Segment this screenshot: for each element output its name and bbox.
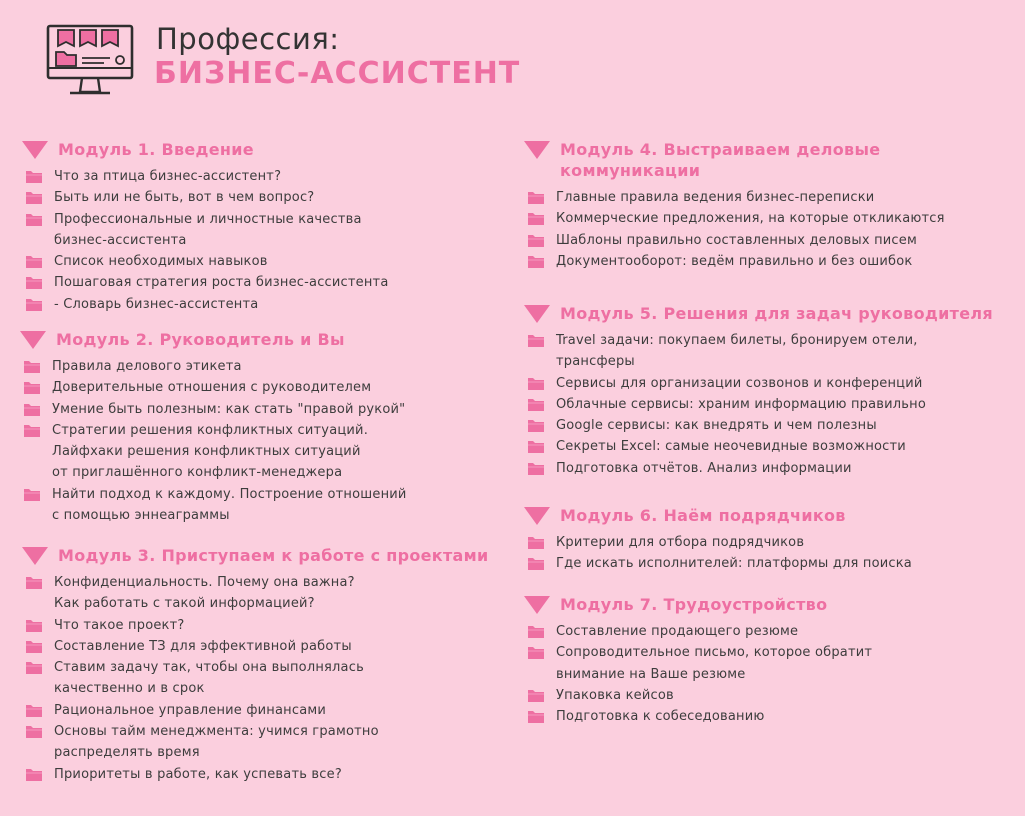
module-title-text: Модуль 5. Решения для задач руководителя — [560, 304, 993, 323]
module-item — [22, 636, 522, 657]
module-item-text: Документооборот: ведём правильно и без ошибок — [556, 253, 913, 269]
module-item-text: Как работать с такой информацией? — [54, 596, 315, 612]
folder-icon — [527, 689, 545, 703]
module-item — [524, 458, 1019, 479]
module-section — [22, 139, 502, 315]
module-section — [22, 545, 522, 785]
module-item — [22, 251, 502, 272]
folder-icon — [23, 403, 41, 417]
module-item — [22, 294, 502, 315]
module-item-text: качественно и в срок — [54, 681, 205, 697]
module-section — [20, 329, 500, 526]
module-item-text: Главные правила ведения бизнес-переписки — [556, 190, 875, 205]
folder-icon — [23, 360, 41, 374]
folder-icon — [527, 646, 545, 660]
monitor-with-folders-icon — [44, 22, 136, 102]
header-title-line2: БИЗНЕС-АССИСТЕНТ — [154, 56, 521, 91]
module-item-text: с помощью эннеаграммы — [52, 508, 230, 524]
module-items — [524, 330, 1019, 479]
folder-icon — [25, 170, 43, 184]
folder-icon — [25, 576, 43, 590]
folder-icon — [527, 419, 545, 433]
module-item — [524, 436, 1019, 457]
module-item — [524, 394, 1019, 415]
module-item-text: - Словарь бизнес-ассистента — [54, 296, 259, 312]
triangle-down-icon — [524, 141, 550, 159]
module-item-text: Быть или не быть, вот в чем вопрос? — [54, 190, 315, 206]
folder-icon — [527, 377, 545, 391]
triangle-down-icon — [22, 141, 48, 159]
header-title-line1: Профессия: — [156, 22, 340, 56]
module-item — [524, 685, 1019, 706]
module-item-text: Составление ТЗ для эффективной работы — [54, 638, 352, 654]
folder-icon — [25, 725, 43, 739]
module-item-text: Рациональное управление финансами — [54, 702, 327, 718]
module-item — [22, 272, 502, 293]
module-title — [20, 329, 500, 350]
folder-icon — [25, 768, 43, 782]
module-item-text: Умение быть полезным: как стать "правой рукой" — [52, 401, 406, 417]
module-section — [524, 505, 1019, 575]
module-title-text: коммуникации — [560, 161, 701, 180]
module-item — [524, 706, 1019, 727]
module-section — [524, 303, 1019, 479]
module-item-text: Что такое проект? — [54, 617, 185, 633]
module-items — [20, 356, 500, 526]
module-item — [524, 532, 1019, 553]
triangle-down-icon — [524, 507, 550, 525]
module-item — [524, 208, 1019, 229]
module-item-text: Конфиденциальность. Почему она важна? — [54, 575, 355, 590]
module-item — [22, 764, 522, 785]
module-item — [20, 484, 500, 527]
module-item-text: Облачные сервисы: храним информацию правильно — [556, 396, 926, 412]
module-item-text: Упаковка кейсов — [556, 687, 674, 703]
folder-icon — [527, 710, 545, 724]
module-item-text: Стратегии решения конфликтных ситуаций. — [52, 422, 369, 438]
module-item — [20, 377, 500, 398]
module-item-text: Лайфхаки решения конфликтных ситуаций — [52, 444, 361, 460]
folder-icon — [527, 625, 545, 639]
folder-icon — [25, 276, 43, 290]
folder-icon — [527, 462, 545, 476]
module-item-text: Пошаговая стратегия роста бизнес-ассистента — [54, 275, 389, 291]
module-title — [524, 303, 1019, 324]
module-item-text: от приглашённого конфликт-менеджера — [52, 465, 343, 481]
module-item — [22, 721, 522, 764]
module-title — [524, 139, 1019, 181]
module-title-text: Модуль 2. Руководитель и Вы — [56, 330, 345, 349]
folder-icon — [25, 661, 43, 675]
module-item-text: бизнес-ассистента — [54, 232, 187, 248]
module-item-text: Список необходимых навыков — [54, 254, 268, 270]
module-item-text: Google сервисы: как внедрять и чем полезны — [556, 418, 877, 434]
module-item — [524, 187, 1019, 208]
module-item-text: Правила делового этикета — [52, 359, 242, 374]
module-title — [22, 139, 502, 160]
module-items — [22, 166, 502, 315]
module-item — [524, 621, 1019, 642]
module-title-text: Модуль 7. Трудоустройство — [560, 595, 828, 614]
module-item-text: Шаблоны правильно составленных деловых писем — [556, 232, 917, 248]
module-item-text: Что за птица бизнес-ассистент? — [54, 169, 282, 184]
module-title — [524, 505, 1019, 526]
module-item-text: распределять время — [54, 745, 200, 761]
module-item — [524, 251, 1019, 272]
module-item-text: Секреты Excel: самые неочевидные возможности — [556, 439, 906, 455]
module-item — [524, 553, 1019, 574]
module-item-text: Ставим задачу так, чтобы она выполнялась — [54, 660, 364, 676]
folder-icon — [25, 640, 43, 654]
module-items — [524, 187, 1019, 272]
module-item-text: Составление продающего резюме — [556, 624, 799, 639]
module-item-text: Travel задачи: покупаем билеты, бронируем отели, — [556, 333, 918, 348]
folder-icon — [527, 398, 545, 412]
module-item — [524, 330, 1019, 373]
folder-icon — [527, 334, 545, 348]
module-item-text: Подготовка к собеседованию — [556, 709, 765, 725]
triangle-down-icon — [22, 547, 48, 565]
module-item — [22, 657, 522, 700]
folder-icon — [25, 213, 43, 227]
triangle-down-icon — [524, 596, 550, 614]
module-item — [20, 356, 500, 377]
triangle-down-icon — [20, 331, 46, 349]
module-item-text: Профессиональные и личностные качества — [54, 211, 362, 227]
module-item-text: Подготовка отчётов. Анализ информации — [556, 460, 852, 476]
page-header — [44, 18, 644, 108]
module-item — [22, 572, 522, 615]
module-title-text: Модуль 1. Введение — [58, 140, 254, 159]
folder-icon — [527, 255, 545, 269]
folder-icon — [527, 440, 545, 454]
module-item-text: внимание на Ваше резюме — [556, 666, 746, 682]
module-item — [20, 420, 500, 484]
module-items — [524, 532, 1019, 575]
module-title-text: Модуль 4. Выстраиваем деловые — [560, 140, 881, 159]
module-item — [524, 230, 1019, 251]
folder-icon — [25, 704, 43, 718]
module-section — [524, 594, 1019, 727]
module-item — [524, 415, 1019, 436]
module-item — [524, 642, 1019, 685]
module-item — [524, 373, 1019, 394]
module-item-text: трансферы — [556, 354, 635, 370]
module-section — [524, 139, 1019, 272]
module-item-text: Где искать исполнителей: платформы для поиска — [556, 556, 912, 572]
module-item-text: Основы тайм менеджмента: учимся грамотно — [54, 724, 379, 740]
module-items — [22, 572, 522, 785]
module-items — [524, 621, 1019, 727]
folder-icon — [527, 234, 545, 248]
module-item-text: Критерии для отбора подрядчиков — [556, 535, 805, 550]
folder-icon — [25, 298, 43, 312]
module-item-text: Найти подход к каждому. Построение отношений — [52, 486, 407, 502]
folder-icon — [527, 557, 545, 571]
module-item — [22, 700, 522, 721]
module-item-text: Сервисы для организации созвонов и конференций — [556, 375, 923, 391]
folder-icon — [25, 619, 43, 633]
module-title-text: Модуль 3. Приступаем к работе с проектами — [58, 546, 489, 565]
module-item — [22, 166, 502, 187]
module-item-text: Коммерческие предложения, на которые откликаются — [556, 211, 945, 227]
module-item-text: Приоритеты в работе, как успевать все? — [54, 766, 342, 782]
folder-icon — [527, 536, 545, 550]
folder-icon — [23, 424, 41, 438]
folder-icon — [25, 255, 43, 269]
folder-icon — [23, 381, 41, 395]
module-item — [22, 209, 502, 252]
module-item-text: Доверительные отношения с руководителем — [52, 380, 372, 396]
module-item — [22, 615, 522, 636]
module-title-text: Модуль 6. Наём подрядчиков — [560, 506, 846, 525]
folder-icon — [23, 488, 41, 502]
module-item — [20, 399, 500, 420]
module-item-text: Сопроводительное письмо, которое обратит — [556, 645, 873, 661]
triangle-down-icon — [524, 305, 550, 323]
module-title — [524, 594, 1019, 615]
folder-icon — [25, 191, 43, 205]
module-title — [22, 545, 522, 566]
module-item — [22, 187, 502, 208]
folder-icon — [527, 212, 545, 226]
folder-icon — [527, 191, 545, 205]
